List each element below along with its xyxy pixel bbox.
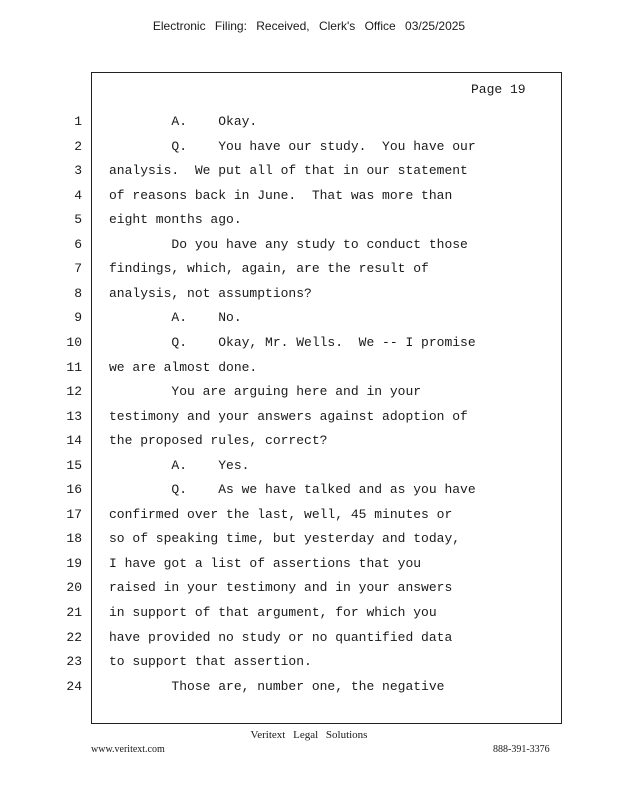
line-number: 22 xyxy=(66,630,82,645)
line-number: 7 xyxy=(74,261,82,276)
line-number: 12 xyxy=(66,384,82,399)
line-number: 19 xyxy=(66,556,82,571)
footer-website: www.veritext.com xyxy=(91,744,165,755)
transcript-line: A. Yes. xyxy=(109,458,250,473)
transcript-line: of reasons back in June. That was more than xyxy=(109,188,453,203)
line-number: 20 xyxy=(66,580,82,595)
line-number: 15 xyxy=(66,458,82,473)
transcript-line: Do you have any study to conduct those xyxy=(109,237,468,252)
transcript-line: Q. As we have talked and as you have xyxy=(109,482,476,497)
transcript-line: findings, which, again, are the result of xyxy=(109,261,429,276)
transcript-line: have provided no study or no quantified data xyxy=(109,630,453,645)
transcript-line: we are almost done. xyxy=(109,360,258,375)
transcript-line: the proposed rules, correct? xyxy=(109,433,328,448)
page-number: Page 19 xyxy=(471,82,526,97)
filing-stamp: Electronic Filing: Received, Clerk's Office 03/25/2025 xyxy=(152,19,466,33)
line-number: 6 xyxy=(74,237,82,252)
transcript-line: Those are, number one, the negative xyxy=(109,679,445,694)
transcript-line: I have got a list of assertions that you xyxy=(109,556,422,571)
transcript-line: confirmed over the last, well, 45 minutes or xyxy=(109,507,453,522)
transcript-line: A. No. xyxy=(109,310,242,325)
line-number: 18 xyxy=(66,531,82,546)
line-number: 2 xyxy=(74,139,82,154)
line-number: 24 xyxy=(66,679,82,694)
transcript-line: eight months ago. xyxy=(109,212,242,227)
line-number: 23 xyxy=(66,654,82,669)
transcript-line: Q. You have our study. You have our xyxy=(109,139,476,154)
footer-company: Veritext Legal Solutions xyxy=(250,729,368,741)
transcript-line: to support that assertion. xyxy=(109,654,312,669)
transcript-line: analysis. We put all of that in our statement xyxy=(109,163,468,178)
line-number: 11 xyxy=(66,360,82,375)
line-number: 3 xyxy=(74,163,82,178)
line-number: 10 xyxy=(66,335,82,350)
transcript-line: You are arguing here and in your xyxy=(109,384,422,399)
line-number: 5 xyxy=(74,212,82,227)
transcript-line: raised in your testimony and in your answers xyxy=(109,580,453,595)
line-number: 21 xyxy=(66,605,82,620)
line-number: 1 xyxy=(74,114,82,129)
footer-phone: 888-391-3376 xyxy=(493,744,550,755)
transcript-line: Q. Okay, Mr. Wells. We -- I promise xyxy=(109,335,476,350)
line-number: 8 xyxy=(74,286,82,301)
transcript-line: analysis, not assumptions? xyxy=(109,286,312,301)
line-number: 14 xyxy=(66,433,82,448)
line-number: 13 xyxy=(66,409,82,424)
line-number: 16 xyxy=(66,482,82,497)
transcript-line: testimony and your answers against adoption of xyxy=(109,409,468,424)
line-number: 9 xyxy=(74,310,82,325)
transcript-line: A. Okay. xyxy=(109,114,258,129)
transcript-line: in support of that argument, for which you xyxy=(109,605,437,620)
line-number: 17 xyxy=(66,507,82,522)
line-number: 4 xyxy=(74,188,82,203)
transcript-line: so of speaking time, but yesterday and today, xyxy=(109,531,461,546)
